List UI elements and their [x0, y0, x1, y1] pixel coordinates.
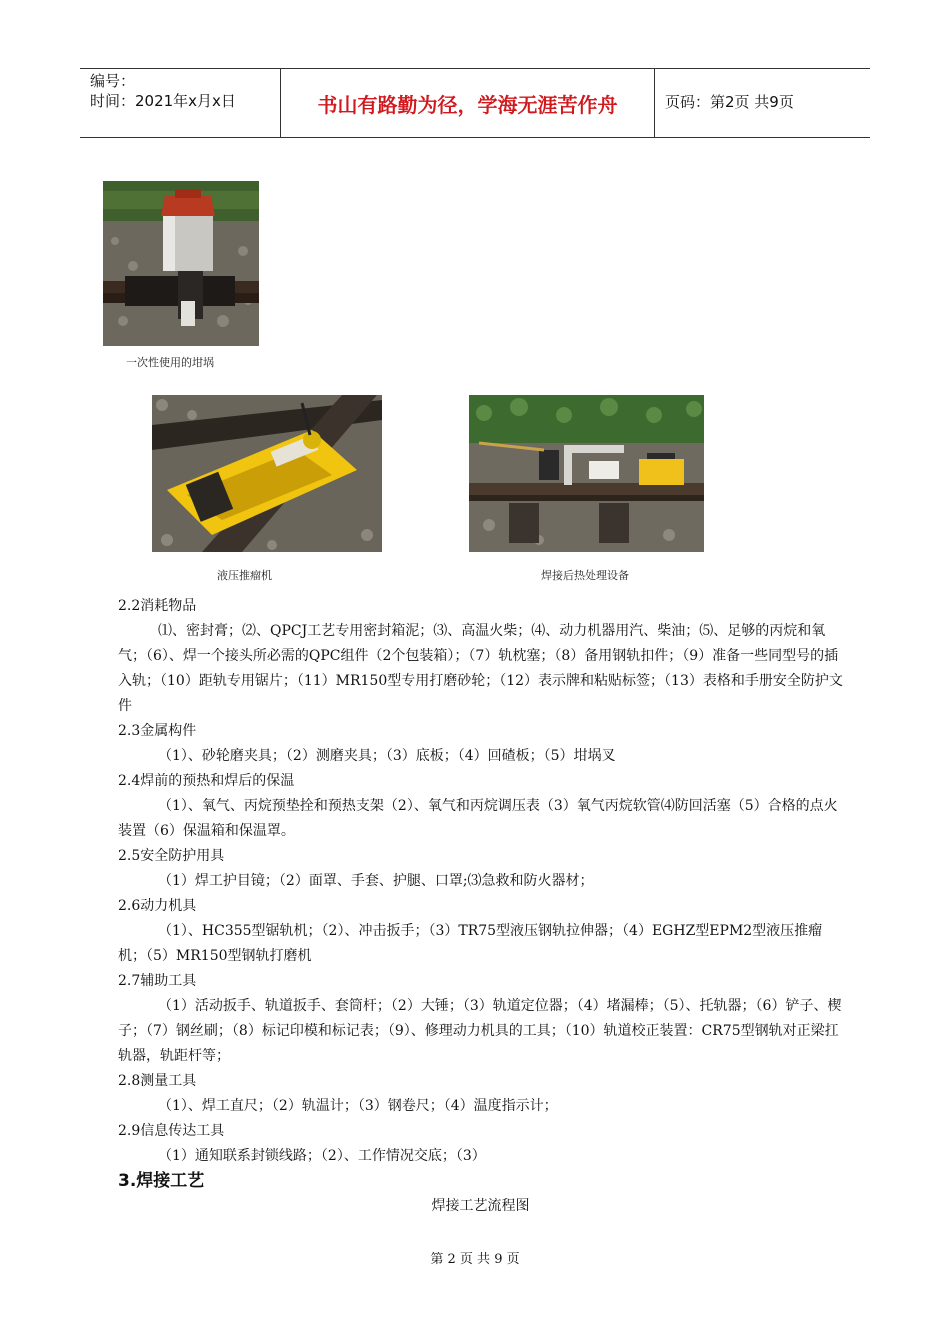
section-2-4-heading: 2.4焊前的预热和焊后的保温 [118, 773, 295, 789]
page-footer: 第 2 页 共 9 页 [430, 1252, 520, 1267]
flowchart-title: 焊接工艺流程图 [431, 1198, 530, 1214]
postweld-equipment-caption: 焊接后热处理设备 [541, 569, 629, 582]
hydraulic-shear-photo [152, 395, 382, 552]
section-2-6-heading: 2.6动力机具 [118, 898, 197, 914]
section-2-2-text: ⑴、密封膏；⑵、QPCJ工艺专用密封箱泥；⑶、高温火柴；⑷、动力机器用汽、柴油；⑸、足够的丙烷和氧气；（6）、焊一个接头所必需的QPC组件（2个包装箱）；（7）轨枕塞；（8）备用钢轨扣件；（9）准备一些同型号的插入轨；（10）距轨专用锯片；（11）MR150型专用打磨砂轮；（12）表示牌和粘贴标签；（13）表格和手册安全防护文件 [118, 623, 843, 714]
section-2-4-text: （1）、氧气、丙烷预垫拴和预热支架（2）、氧气和丙烷调压表（3）氧气丙烷软管⑷防回活塞（5）合格的点火装置（6）保温箱和保温罩。 [118, 798, 838, 839]
document-body [118, 594, 843, 1219]
section-2-3-heading: 2.3金属构件 [118, 723, 197, 739]
postweld-equipment-photo [469, 395, 704, 552]
section-2-5-heading: 2.5安全防护用具 [118, 848, 225, 864]
page-header [80, 68, 870, 138]
section-2-7-heading: 2.7辅助工具 [118, 973, 197, 989]
section-2-9-text: （1）通知联系封锁线路；（2）、工作情况交底；（3） [158, 1148, 486, 1164]
section-2-6-text: （1）、HC355型锯轨机；（2）、冲击扳手；（3）TR75型液压钢轨拉伸器；（4）EGHZ型EPM2型液压推瘤机；（5）MR150型钢轨打磨机 [118, 923, 823, 964]
section-2-5-text: （1）焊工护目镜；（2）面罩、手套、护腿、口罩;⑶急救和防火器材； [158, 873, 594, 889]
section-2-8-text: （1）、焊工直尺；（2）轨温计；（3）钢卷尺；（4）温度指示计； [158, 1098, 558, 1114]
header-meta [90, 71, 280, 111]
section-2-8-heading: 2.8测量工具 [118, 1073, 197, 1089]
section-2-3-text: （1）、砂轮磨夹具；（2）测磨夹具；（3）底板；（4）回碴板；（5）坩埚叉 [158, 748, 616, 764]
header-divider [654, 69, 655, 137]
section-2-2-heading: 2.2消耗物品 [118, 598, 197, 614]
section-2-7-text: （1）活动扳手、轨道扳手、套筒杆；（2）大锤；（3）轨道定位器；（4）堵漏棒；（5）、托轨器；（6）铲子、楔子；（7）钢丝刷；（8）标记印模和标记表；（9）、修理动力机具的工具；（10）轨道校正装置：CR75型钢轨对正梁扛轨器，轨距杆等； [118, 998, 842, 1064]
header-date: 时间：2021年x月x日 [90, 92, 236, 110]
header-motto: 书山有路勤为径，学海无涯苦作舟 [317, 93, 618, 117]
section-2-9-heading: 2.9信息传达工具 [118, 1123, 225, 1139]
crucible-caption: 一次性使用的坩埚 [126, 356, 214, 369]
hydraulic-shear-caption: 液压推瘤机 [217, 569, 272, 582]
header-number-label: 编号： [90, 72, 136, 90]
section-3-heading: 3.焊接工艺 [118, 1171, 205, 1191]
header-page-info: 页码：第2页 共9页 [665, 93, 794, 111]
crucible-photo [103, 181, 259, 346]
